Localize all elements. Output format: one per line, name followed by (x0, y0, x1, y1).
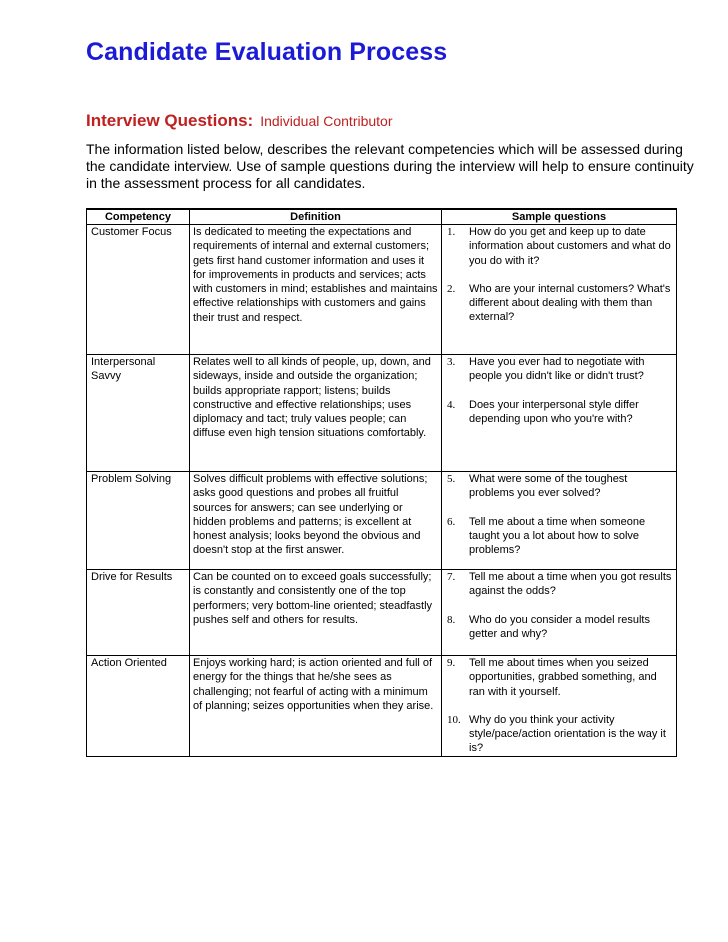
question-item (445, 472, 673, 501)
questions-cell (442, 472, 677, 570)
question-text: Tell me about a time when you got results against the odds? (469, 571, 672, 598)
question-text: Does your interpersonal style differ depending upon who you're with? (469, 398, 639, 425)
questions-cell (442, 355, 677, 472)
question-number: 1. (447, 226, 456, 238)
question-text: Tell me about a time when someone taught you a lot about how to solve problems? (469, 515, 646, 557)
question-number: 9. (447, 657, 456, 669)
competency-cell: Drive for Results (87, 570, 190, 656)
question-text: Tell me about times when you seized opportunities, grabbed something, and ran with it yourself. (469, 657, 657, 698)
definition-cell: Solves difficult problems with effective solutions; asks good questions and probes all fruitful sources for answers; can see underlying or hidden problems and patterns; is excellent at honest analysis; looks beyond the obvious and doesn't stop at the first answer. (190, 472, 442, 570)
table-header-row (87, 209, 677, 225)
table-row (87, 225, 677, 355)
table-row (87, 472, 677, 570)
header-definition: Definition (190, 209, 442, 225)
definition-cell: Enjoys working hard; is action oriented and full of energy for the things that he/she sees as challenging; not fearful of acting with a minimum of planning; seizes opportunities when they arise. (190, 656, 442, 757)
question-number: 6. (447, 515, 456, 528)
definition-cell: Relates well to all kinds of people, up, down, and sideways, inside and outside the organization; builds appropriate rapport; listens; builds constructive and effective relationships; uses diplomacy and tact; truly values people; can diffuse even high tension situations comfortably. (190, 355, 442, 472)
competency-table (86, 208, 677, 757)
header-competency: Competency (87, 209, 190, 225)
question-item (445, 713, 673, 756)
question-number: 7. (447, 571, 456, 583)
header-sample-questions: Sample questions (442, 209, 677, 225)
table-row (87, 355, 677, 472)
page-title: Candidate Evaluation Process (86, 38, 448, 66)
definition-cell: Is dedicated to meeting the expectations and requirements of internal and external customers; gets first hand customer information and uses it for improvements in products and services; acts with customers in mind; establishes and maintains effective relationships with customers and gains their trust and respect. (190, 225, 442, 355)
question-number: 4. (447, 398, 456, 411)
competency-cell: Problem Solving (87, 472, 190, 570)
question-item (445, 398, 673, 427)
question-text: How do you get and keep up to date information about customers and what do you do with it? (469, 226, 671, 267)
questions-cell (442, 225, 677, 355)
question-item (445, 656, 673, 699)
section-heading-label: Interview Questions: (86, 111, 254, 130)
questions-cell (442, 570, 677, 656)
question-item (445, 355, 673, 384)
question-text: Why do you think your activity style/pace/action orientation is the way it is? (469, 713, 666, 755)
section-heading (86, 111, 393, 131)
question-text: Who do you consider a model results getter and why? (469, 613, 650, 640)
question-text: Who are your internal customers? What's different about dealing with them than external? (469, 282, 671, 324)
intro-paragraph: The information listed below, describes the relevant competencies which will be assessed during the candidate interview. Use of sample questions during the interview will help to ensure continuity in the assessment process for all candidates. (86, 141, 694, 191)
question-item (445, 282, 673, 325)
question-text: What were some of the toughest problems you ever solved? (469, 473, 628, 500)
competency-cell: Customer Focus (87, 225, 190, 355)
question-number: 2. (447, 282, 456, 295)
question-number: 3. (447, 356, 456, 368)
table-row (87, 656, 677, 757)
competency-cell: Interpersonal Savvy (87, 355, 190, 472)
question-number: 10. (447, 713, 461, 726)
question-item (445, 613, 673, 642)
question-item (445, 570, 673, 599)
question-item (445, 225, 673, 268)
question-number: 5. (447, 473, 456, 485)
question-number: 8. (447, 613, 456, 626)
competency-cell: Action Oriented (87, 656, 190, 757)
definition-cell: Can be counted on to exceed goals successfully; is constantly and consistently one of the top performers; very bottom-line oriented; steadfastly pushes self and others for results. (190, 570, 442, 656)
question-text: Have you ever had to negotiate with people you didn't like or didn't trust? (469, 356, 645, 383)
role-label: Individual Contributor (260, 113, 393, 129)
questions-cell (442, 656, 677, 757)
table-row (87, 570, 677, 656)
question-item (445, 515, 673, 558)
